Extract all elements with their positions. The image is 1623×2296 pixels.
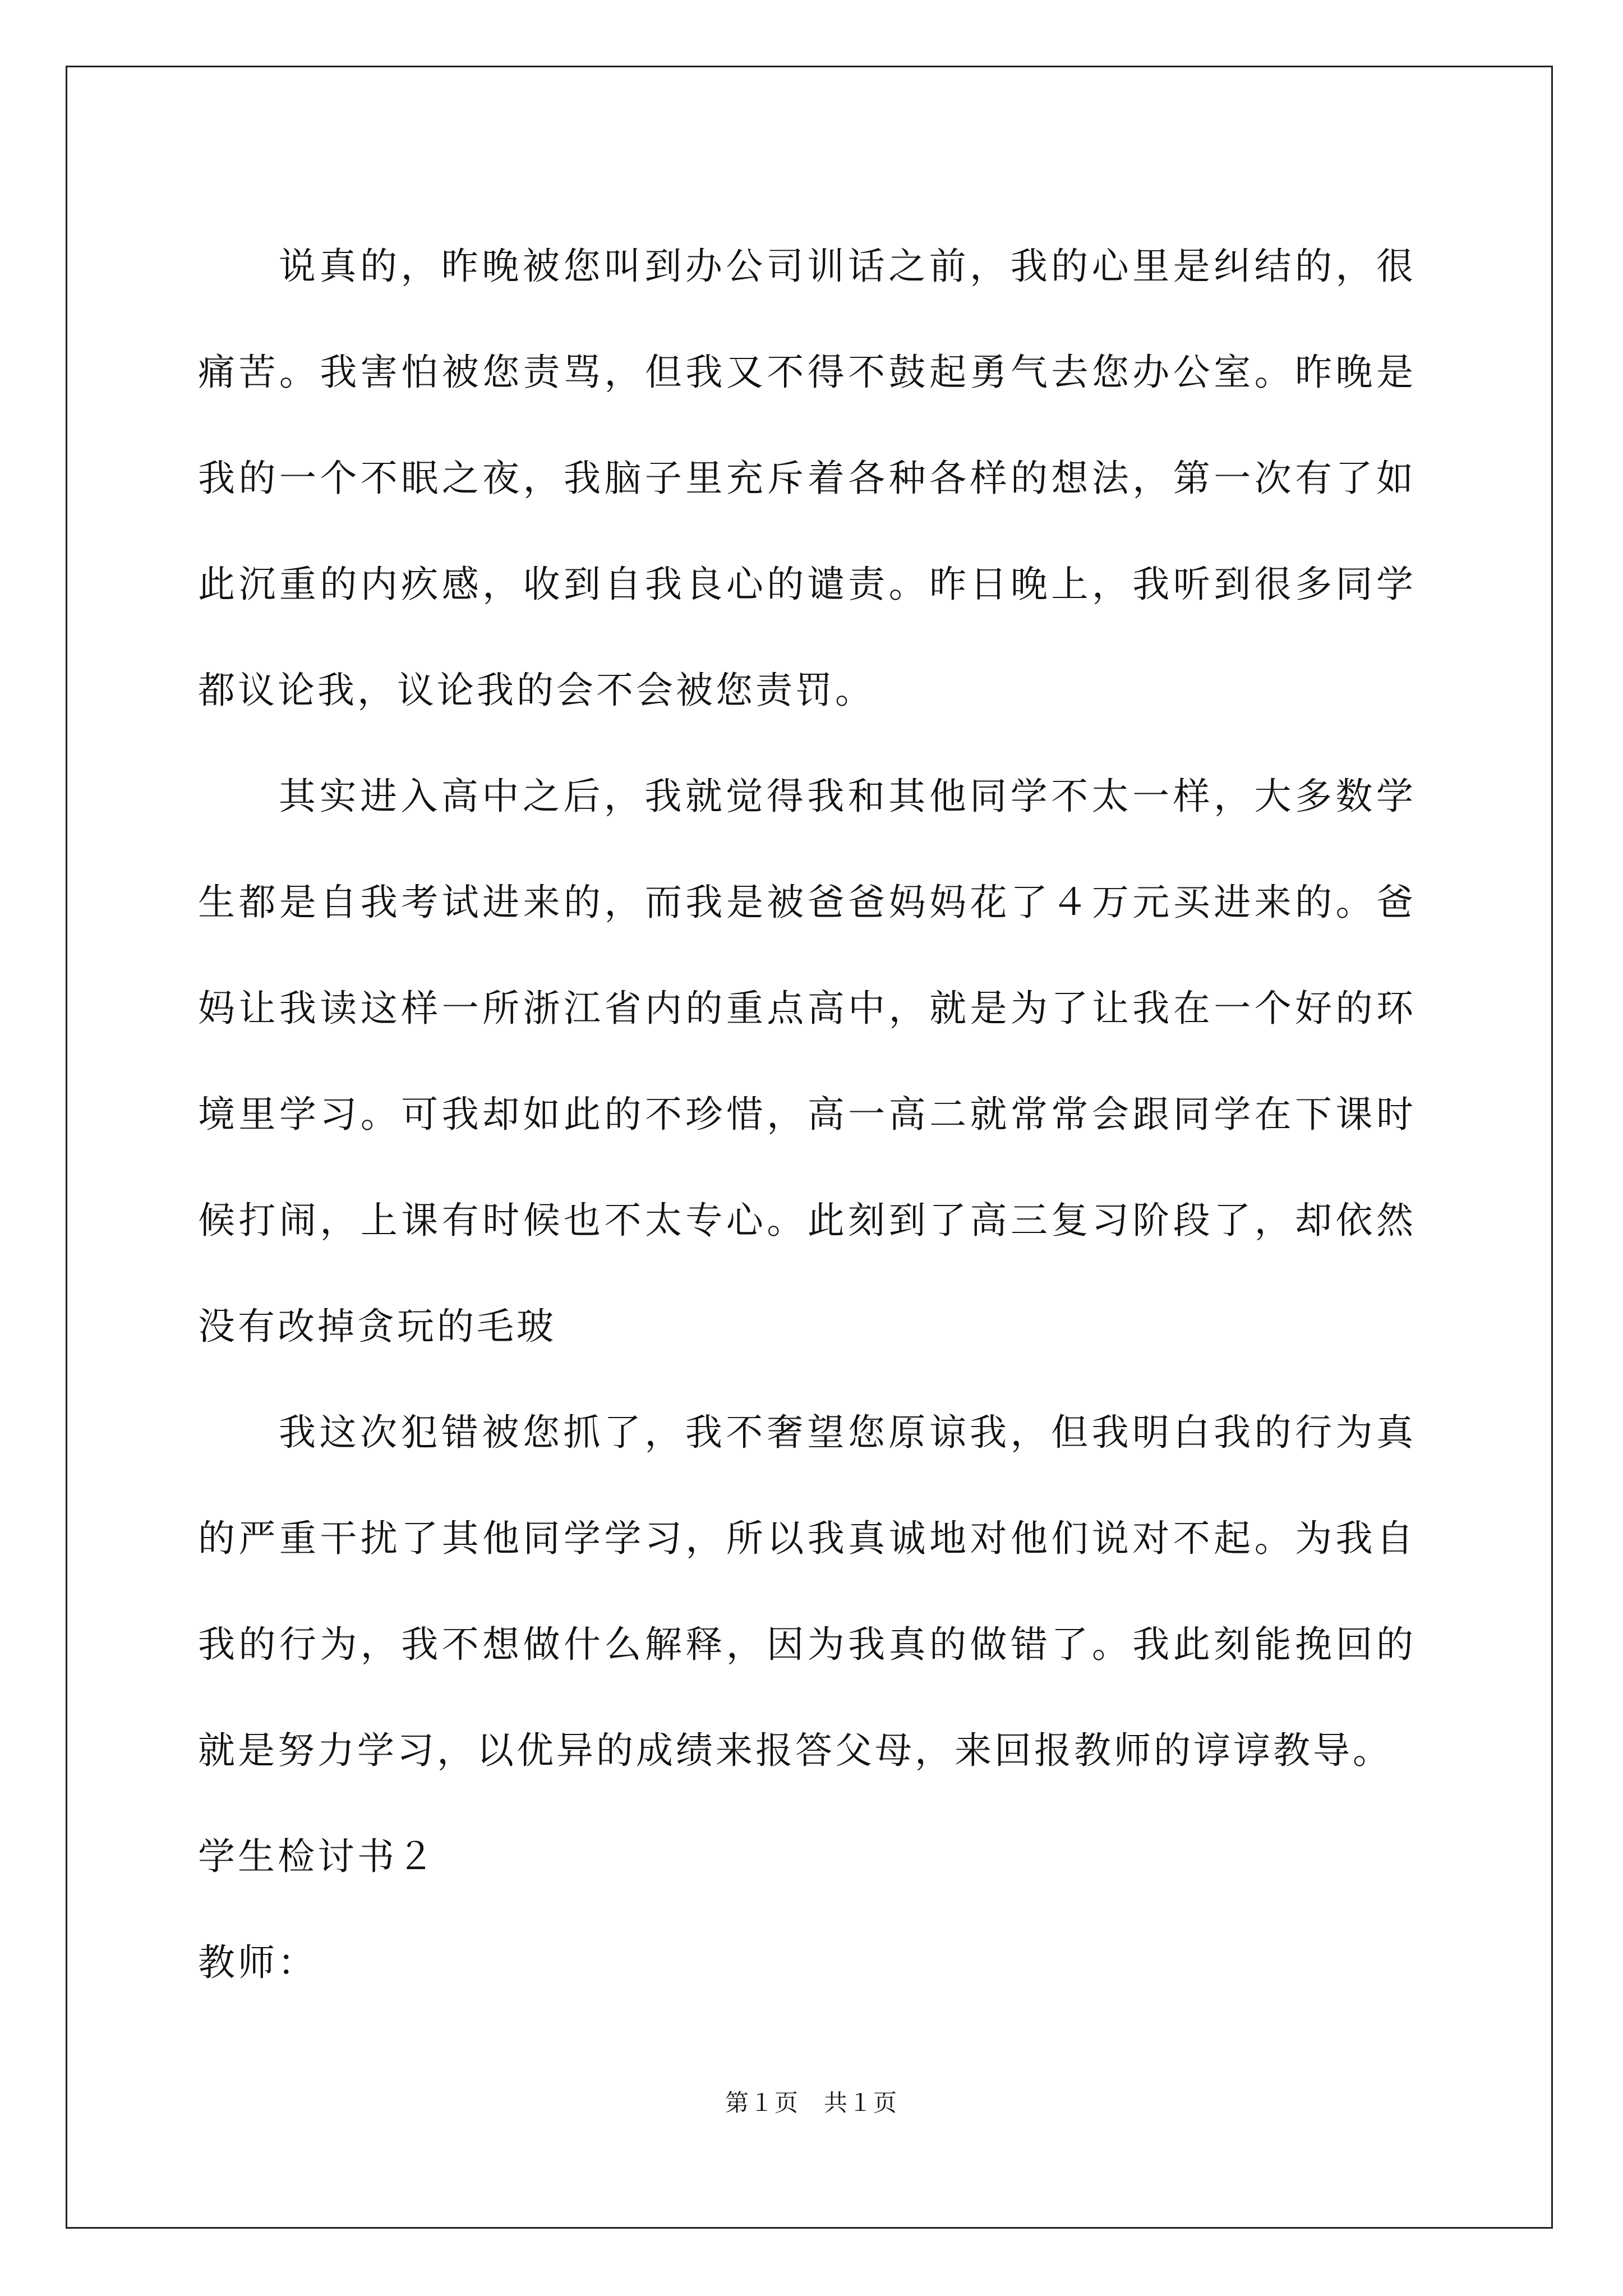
- paragraph-3: 我这次犯错被您抓了，我不奢望您原谅我，但我明白我的行为真的严重干扰了其他同学学习，所以我真诚地对他们说对不起。为我自我的行为，我不想做什么解释，因为我真的做错了。我此刻能挽回的就是努力学习，以优异的成绩来报答父母，来回报教师的谆谆教导。: [198, 1411, 1416, 1772]
- salutation: 教师：: [198, 1941, 317, 1984]
- section-title: 学生检讨书２: [198, 1835, 437, 1878]
- page-footer: 第１页 共１页: [725, 2089, 898, 2116]
- document-body: [198, 213, 1416, 2016]
- paragraph-2: 其实进入高中之后，我就觉得我和其他同学不太一样，大多数学生都是自我考试进来的，而我是被爸爸妈妈花了４万元买进来的。爸妈让我读这样一所浙江省内的重点高中，就是为了让我在一个好的环境里学习。可我却如此的不珍惜，高一高二就常常会跟同学在下课时候打闹，上课有时候也不太专心。此刻到了高三复习阶段了，却依然没有改掉贪玩的毛玻: [198, 775, 1416, 1348]
- paragraph-1: 说真的，昨晚被您叫到办公司训话之前，我的心里是纠结的，很痛苦。我害怕被您责骂，但我又不得不鼓起勇气去您办公室。昨晚是我的一个不眠之夜，我脑子里充斥着各种各样的想法，第一次有了如此沉重的内疚感，收到自我良心的谴责。昨日晚上，我听到很多同学都议论我，议论我的会不会被您责罚。: [198, 245, 1416, 712]
